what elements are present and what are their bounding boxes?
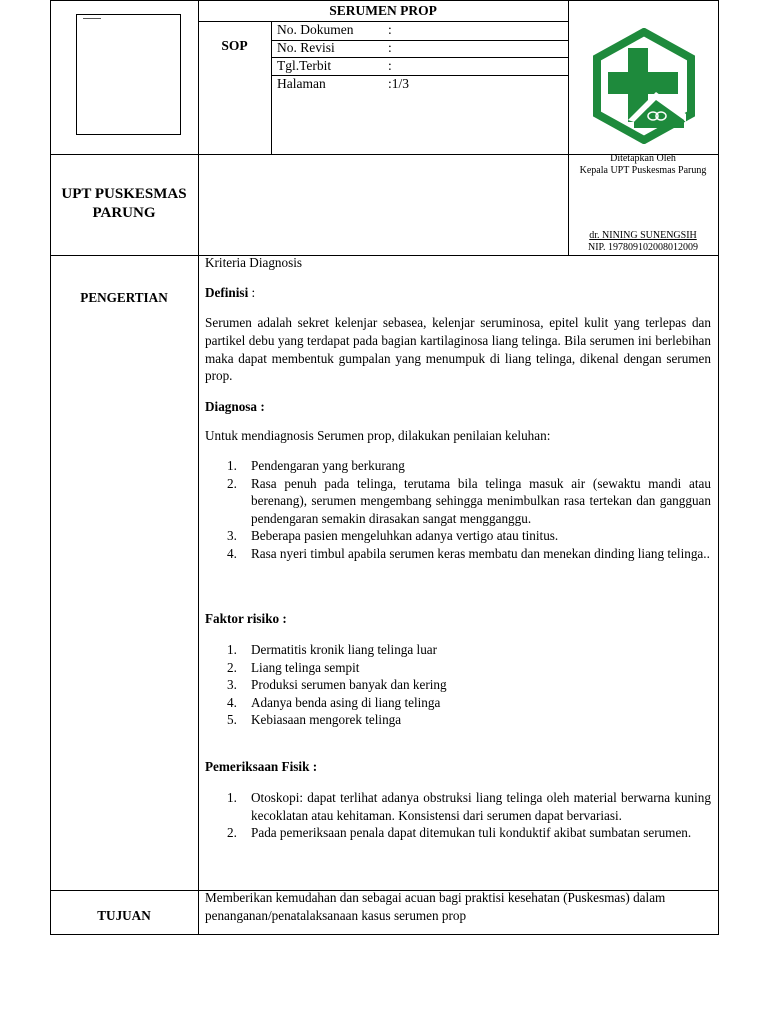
doc-field-value: : [388, 58, 392, 73]
pemeriksaan-fisik-list [205, 789, 711, 842]
list-item-text: Liang telinga sempit [251, 659, 360, 675]
doc-field-label: No. Dokumen [277, 22, 354, 37]
list-number: 2. [227, 659, 237, 675]
document-thumbnail-placeholder [76, 14, 181, 135]
list-number: 4. [227, 694, 237, 710]
definisi-paragraph: Serumen adalah sekret kelenjar sebasea, kelenjar seruminosa, epitel kulit yang terlepas dan partikel debu yang terdapat pada bagian kartilaginosa liang telinga. Bila serumen ini berlebihan maka dapat membentuk gumpalan yang menumpuk di liang telinga, dikenal dengan serumen prop. [205, 315, 711, 384]
list-number: 3. [227, 677, 237, 693]
doc-field-value: : [388, 22, 392, 37]
list-item-text: Produksi serumen banyak dan kering [251, 677, 447, 693]
list-number: 1. [227, 642, 237, 657]
diagnosa-intro: Untuk mendiagnosis Serumen prop, dilakukan penilaian keluhan: [205, 428, 551, 443]
list-item [205, 457, 711, 475]
faktor-risiko-heading: Faktor risiko : [205, 611, 287, 626]
approval-label: Ditetapkan Oleh [610, 153, 676, 164]
section-subtitle: Kriteria Diagnosis [205, 255, 303, 270]
organization-name: PARUNG [92, 205, 156, 221]
list-item-text: Beberapa pasien mengeluhkan adanya vertigo atau tinitus. [251, 528, 559, 544]
list-item [205, 676, 711, 694]
diagnosa-list [205, 457, 711, 563]
list-item [205, 545, 711, 563]
list-item-text: Rasa penuh pada telinga, terutama bila telinga masuk air (sewaktu mandi atau berenang), serumen mengembang sehingga menimbulkan rasa tertekan dan gangguan pendengaran semakin dirasakan sangat mengganggu. [251, 475, 711, 526]
doc-field-value: : [388, 40, 392, 55]
section-label-tujuan: TUJUAN [97, 908, 151, 923]
list-item-text: Dermatitis kronik liang telinga luar [251, 642, 438, 657]
approval-position: Kepala UPT Puskesmas Parung [579, 165, 707, 176]
section-label-pengertian: PENGERTIAN [80, 290, 168, 305]
document-title: SERUMEN PROP [329, 3, 437, 18]
diagnosa-heading: Diagnosa : [205, 399, 265, 414]
pemeriksaan-fisik-heading: Pemeriksaan Fisik : [205, 759, 318, 774]
tujuan-text: penanganan/penatalaksanaan kasus serumen prop [205, 908, 467, 923]
list-item-text: Adanya benda asing di liang telinga [251, 694, 441, 710]
doc-field-value: :1/3 [388, 76, 410, 91]
tujuan-text: Memberikan kemudahan dan sebagai acuan bagi praktisi kesehatan (Puskesmas) dalam [205, 890, 666, 905]
list-item-text: Kebiasaan mengorek telinga [251, 712, 402, 728]
doc-field-label: No. Revisi [277, 40, 335, 55]
list-item-text: Rasa nyeri timbul apabila serumen keras membatu dan menekan dinding liang telinga.. [251, 545, 710, 561]
doc-field-label: Halaman [277, 76, 326, 91]
list-item-text: Pada pemeriksaan penala dapat ditemukan tuli konduktif akibat sumbatan serumen. [251, 825, 692, 841]
list-number: 1. [227, 458, 237, 473]
list-item [205, 824, 711, 842]
definisi-heading [205, 285, 255, 301]
list-number: 1. [227, 790, 237, 805]
list-item [205, 475, 711, 528]
list-item [205, 789, 711, 824]
list-item-text: Pendengaran yang berkurang [251, 458, 405, 473]
list-item [205, 659, 711, 677]
sop-label: SOP [221, 38, 248, 53]
signer-nip: NIP. 197809102008012009 [587, 242, 698, 253]
list-item [205, 641, 711, 659]
list-number: 5. [227, 712, 237, 728]
list-item-text: Otoskopi: dapat terlihat adanya obstruksi liang telinga oleh material berwarna kuning kecoklatan atau kehitaman. Konsistensi dari serumen dapat bervariasi. [251, 790, 711, 823]
definisi-label: Definisi [205, 285, 249, 300]
organization-name: UPT PUSKESMAS [61, 186, 187, 202]
list-number: 2. [227, 475, 237, 491]
list-item [205, 694, 711, 712]
list-item [205, 527, 711, 545]
puskesmas-logo-icon [590, 28, 698, 144]
list-number: 2. [227, 825, 237, 841]
list-number: 4. [227, 545, 237, 561]
doc-field-label: Tgl.Terbit [277, 58, 332, 73]
list-number: 3. [227, 528, 237, 544]
list-item [205, 711, 711, 729]
signer-name: dr. NINING SUNENGSIH [589, 230, 697, 241]
faktor-risiko-list [205, 641, 711, 729]
definisi-colon: : [248, 285, 256, 300]
